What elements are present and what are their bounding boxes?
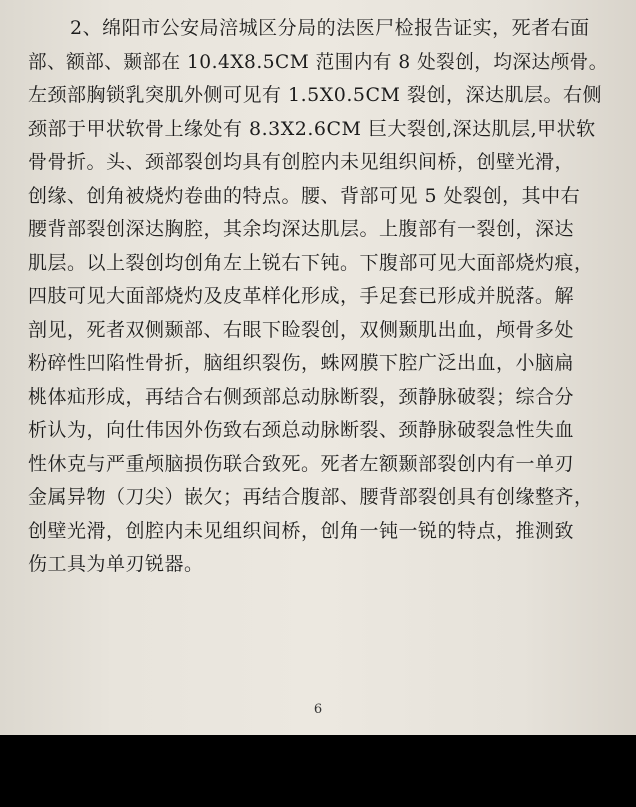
text-line: 创壁光滑，创腔内未见组织间桥，创角一钝一锐的特点，推测致 bbox=[28, 519, 575, 542]
text-line: 肌层。以上裂创均创角左上锐右下钝。下腹部可见大面部烧灼痕， bbox=[28, 251, 594, 274]
text-line: 部、额部、颞部在 10.4X8.5CM 范围内有 8 处裂创，均深达颅骨。 bbox=[28, 50, 608, 73]
text-line: 性休克与严重颅脑损伤联合致死。死者左额颞部裂创内有一单刃 bbox=[28, 452, 575, 475]
text-line: 骨骨折。头、颈部裂创均具有创腔内未见组织间桥，创壁光滑， bbox=[28, 151, 575, 173]
text-line: 桃体疝形成，再结合右侧颈部总动脉断裂，颈静脉破裂；综合分 bbox=[28, 385, 575, 408]
text-line: 创缘、创角被烧灼卷曲的特点。腰、背部可见 5 处裂创，其中右 bbox=[28, 184, 581, 207]
bottom-black-band bbox=[0, 735, 636, 807]
text-line: 左颈部胸锁乳突肌外侧可见有 1.5X0.5CM 裂创，深达肌层。右侧 bbox=[28, 84, 603, 106]
text-line: 粉碎性凹陷性骨折，脑组织裂伤，蛛网膜下腔广泛出血，小脑扁 bbox=[28, 352, 575, 374]
document-body bbox=[28, 12, 608, 582]
text-line: 金属异物（刀尖）嵌欠；再结合腹部、腰背部裂创具有创缘整齐， bbox=[28, 486, 594, 508]
text-line: 伤工具为单刃锐器。 bbox=[28, 553, 204, 575]
text-line: 四肢可见大面部烧灼及皮革样化形成，手足套已形成并脱落。解 bbox=[28, 285, 575, 307]
text-line: 析认为，向仕伟因外伤致右颈总动脉断裂、颈静脉破裂急性失血 bbox=[28, 419, 575, 441]
text-line: 2、绵阳市公安局涪城区分局的法医尸检报告证实，死者右面 bbox=[70, 17, 590, 39]
text-line: 腰背部裂创深达胸腔，其余均深达肌层。上腹部有一裂创，深达 bbox=[28, 218, 575, 240]
text-line: 剖见，死者双侧颞部、右眼下睑裂创，双侧颞肌出血，颅骨多处 bbox=[28, 318, 575, 341]
page-number: 6 bbox=[313, 702, 323, 717]
text-line: 颈部于甲状软骨上缘处有 8.3X2.6CM 巨大裂创,深达肌层,甲状软 bbox=[28, 117, 596, 140]
